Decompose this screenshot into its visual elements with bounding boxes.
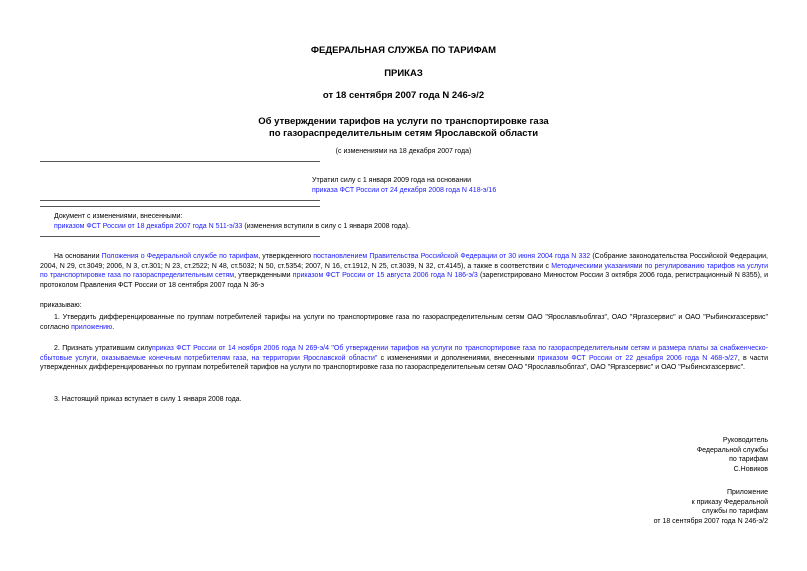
signature-line: Руководитель — [722, 437, 768, 444]
basis-text: , утвержденного — [258, 253, 314, 260]
basis-text: На основании — [54, 253, 102, 260]
guidelines-link[interactable]: Методическими указаниями по регулированию тарифов на услуги по транспортировке газа по газораспределительным сетям — [40, 262, 768, 279]
signature-line: Федеральной службы — [696, 446, 768, 454]
item-text: 1. Утвердить дифференцированные по группам потребителей тарифы на услуги по транспортировке газа по газораспределительным сетям ОАО "Ярославльоблгаз", ОАО "Яргазсервис" и ОАО "Рыбинскгазсервис" согласно — [40, 314, 768, 331]
order-word: приказываю: — [40, 302, 82, 309]
document-title — [0, 116, 807, 140]
appendix-line: Приложение — [726, 489, 768, 496]
item-3-paragraph: 3. Настоящий приказ вступает в силу 1 января 2008 года. — [54, 396, 242, 403]
basis-text: (Собрание законодательства Российской Федерации, 2004, N 29, ст.3049; 2006, N 3, ст.301; N 23, ст.2522; N 48, ст.5032; N 50, ст.5354; 2007, N 16, ст.1912, N 25, ст.3039, N 32, ст.4145), а также в соответствии с — [40, 253, 768, 270]
divider — [40, 206, 320, 207]
status-text: Утратил силу с 1 января 2009 года на основании — [312, 177, 472, 184]
amendment-tail: (изменения вступили в силу с 1 января 2008 года). — [242, 222, 410, 230]
regulation-link[interactable]: Положения о Федеральной службе по тарифам — [101, 253, 259, 260]
amendments-line — [54, 222, 474, 232]
item-1-paragraph — [40, 313, 768, 332]
divider — [40, 236, 320, 237]
amendment-link[interactable]: приказом ФСТ России от 18 декабря 2007 года N 511-э/33 — [54, 222, 243, 230]
divider — [40, 161, 320, 162]
appendix-block — [654, 488, 768, 526]
item-text: . — [112, 323, 115, 331]
item-text: , в части утвержденных дифференцированных по группам потребителей тарифов на услуги по транспортировке газа по газораспределительным сетям ОАО "Ярославльоблгаз", ОАО "Яргазсервис" и ОАО "Рыбинскгазсервис". — [40, 354, 768, 371]
appendix-line: к приказу Федеральной — [691, 498, 768, 506]
title-line-1: Об утверждении тарифов на услуги по транспортировке газа — [258, 116, 549, 127]
fst-order-link[interactable]: приказом ФСТ России от 15 августа 2006 года N 186-э/3 — [292, 272, 478, 279]
item-text: 2. Признать утратившим силу — [54, 345, 153, 352]
amendments-block — [54, 212, 474, 231]
government-decree-link[interactable]: постановлением Правительства Российской Федерации от 30 июня 2004 года N 332 — [313, 253, 591, 260]
repeal-link[interactable]: приказа ФСТ России от 24 декабря 2008 года N 418-э/16 — [312, 186, 497, 194]
signatory-name: С.Новиков — [733, 465, 768, 473]
title-line-2: по газораспределительным сетям Ярославской области — [268, 128, 539, 139]
doc-date-number: от 18 сентября 2007 года N 246-э/2 — [322, 90, 485, 101]
repealed-order-link[interactable]: приказ ФСТ России от 14 ноября 2006 года N 269-э/4 "Об утверждении тарифов на услуги по транспортировке газа по газораспределительным сетям и размера платы за снабженческо-сбытовые услуги, оказываемые конечным потребителям газа, на территории Ярославской области" — [40, 345, 768, 362]
doc-type-heading: ПРИКАЗ — [384, 68, 423, 79]
appendix-line: службы по тарифам — [702, 508, 768, 515]
signature-block — [697, 436, 768, 474]
item-2-paragraph — [40, 344, 768, 373]
status-block — [312, 176, 512, 195]
appendix-link[interactable]: приложению — [71, 323, 113, 331]
item-text: с изменениями и дополнениями, внесенными — [377, 354, 538, 362]
appendix-line: от 18 сентября 2007 года N 246-э/2 — [653, 517, 768, 525]
amending-order-link[interactable]: приказом ФСТ России от 22 декабря 2006 года N 468-э/27 — [537, 354, 738, 362]
divider — [40, 200, 320, 201]
basis-text: (зарегистрировано Минюстом России 3 октября 2006 года, регистрационный N 8355), и протоколом Правления ФСТ России от 18 сентября 2007 года N 36-э — [40, 272, 768, 289]
basis-text: , утвержденными — [234, 272, 293, 279]
signature-line: по тарифам — [729, 456, 768, 463]
agency-heading: ФЕДЕРАЛЬНАЯ СЛУЖБА ПО ТАРИФАМ — [310, 45, 497, 56]
amendments-label: Документ с изменениями, внесенными: — [54, 213, 183, 220]
basis-paragraph — [40, 252, 768, 290]
changes-note: (с изменениями на 18 декабря 2007 года) — [335, 148, 472, 155]
